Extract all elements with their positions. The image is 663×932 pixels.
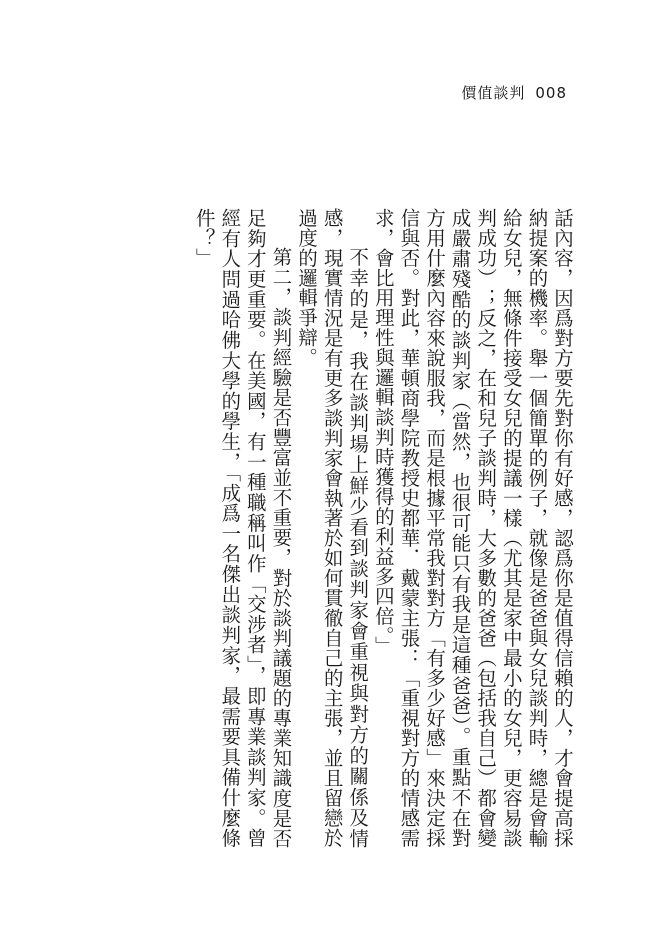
running-header	[461, 82, 567, 103]
page-number: 008	[535, 84, 567, 102]
body-text	[90, 208, 575, 848]
paragraph-3: 第二，談判經驗是否豐富並不重要，對於談判議題的專業知識度是否足夠才更重要。在美國，有一種職稱叫作「交涉者」，即專業談判家。曾經有人問過哈佛大學的學生，「成爲一名傑出談判家，最需要具備什麼條件？」	[192, 208, 293, 848]
paragraph-2: 不幸的是，我在談判場上鮮少看到談判家會重視與對方的關係及情感，現實情況是有更多談判家會執著於如何貫徹自己的主張，並且留戀於過度的邏輯爭辯。	[295, 208, 370, 848]
paragraph-1: 話內容，因爲對方要先對你有好感，認爲你是值得信賴的人，才會提高採納提案的機率。舉一個簡單的例子，就像是爸爸與女兒談判時，總是會輸給女兒，無條件接受女兒的提議一樣（尤其是家中最小的女兒，更容易談判成功）；反之，在和兒子談判時，大多數的爸爸（包括我自己）都會變成嚴肅殘酷的談判家（當然，也很可能只有我是這種爸爸）。重點不在對方用什麼內容來說服我，而是根據平常我對對方「有多少好感」來決定採信與否。對此，華頓商學院教授史都華．戴蒙主張：「重視對方的情感需求，會比用理性與邏輯談判時獲得的利益多四倍。」	[371, 208, 574, 848]
book-title: 價值談判	[461, 84, 526, 102]
